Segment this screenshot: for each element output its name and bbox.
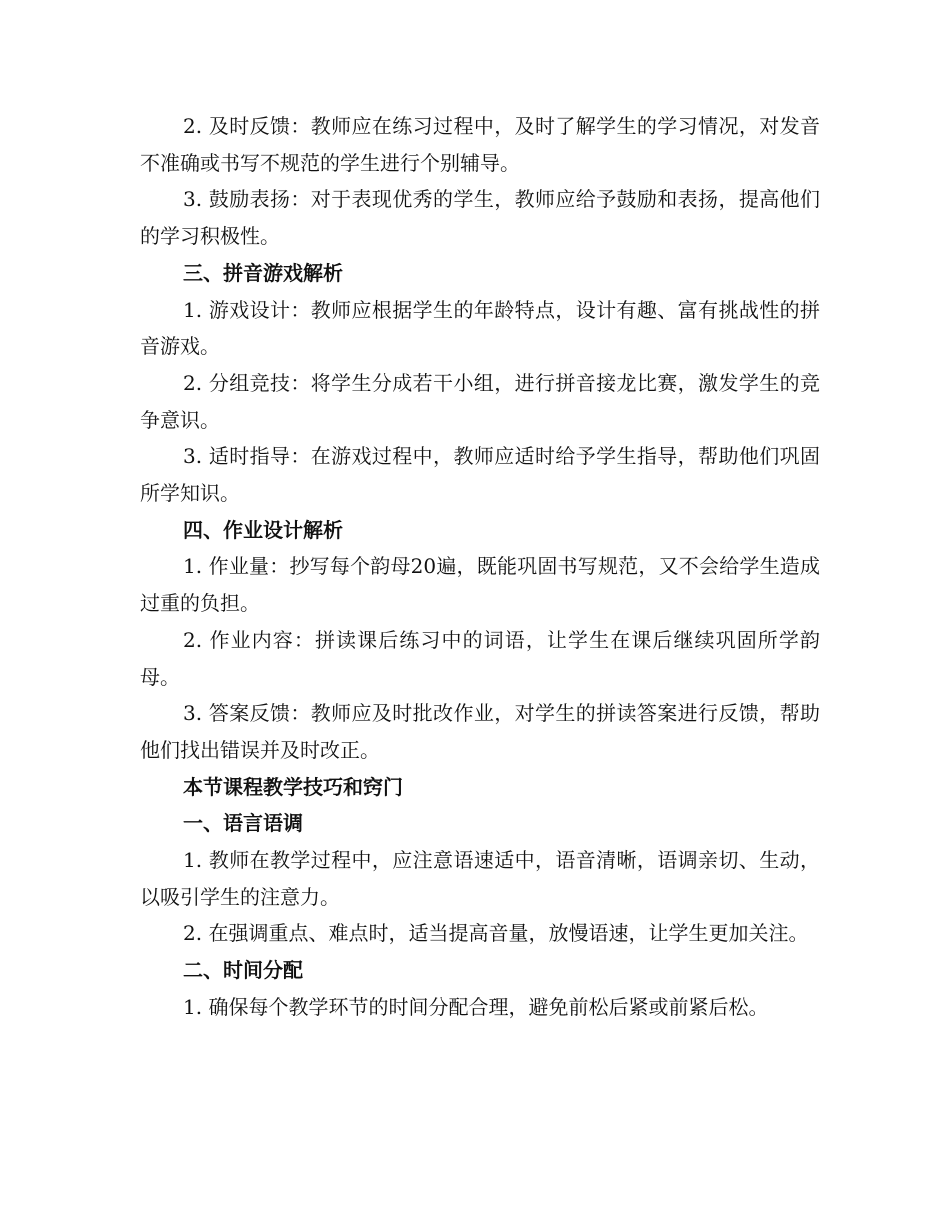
paragraph-homework-amount: 1. 作业量：抄写每个韵母20遍，既能巩固书写规范，又不会给学生造成过重的负担。	[140, 554, 820, 616]
paragraph-homework-content: 2. 作业内容：拼读课后练习中的词语，让学生在课后继续巩固所学韵母。	[140, 627, 820, 689]
section-heading-time-allocation: 二、时间分配	[183, 958, 303, 983]
section-heading-homework: 四、作业设计解析	[183, 517, 343, 542]
paragraph-timely-guidance: 3. 适时指导：在游戏过程中，教师应适时给予学生指导，帮助他们巩固所学知识。	[140, 444, 820, 506]
paragraph-group-competition: 2. 分组竞技：将学生分成若干小组，进行拼音接龙比赛，激发学生的竞争意识。	[140, 370, 820, 432]
paragraph-encouragement: 3. 鼓励表扬：对于表现优秀的学生，教师应给予鼓励和表扬，提高他们的学习积极性。	[140, 187, 820, 249]
paragraph-game-design: 1. 游戏设计：教师应根据学生的年龄特点，设计有趣、富有挑战性的拼音游戏。	[140, 297, 820, 359]
paragraph-time-allocation: 1. 确保每个教学环节的时间分配合理，避免前松后紧或前紧后松。	[183, 994, 769, 1019]
document-body	[140, 108, 820, 1026]
paragraph-emphasis: 2. 在强调重点、难点时，适当提高音量，放慢语速，让学生更加关注。	[183, 921, 809, 946]
section-heading-pinyin-game: 三、拼音游戏解析	[183, 260, 343, 285]
section-heading-teaching-tips: 本节课程教学技巧和窍门	[183, 774, 403, 799]
paragraph-speech-rate: 1. 教师在教学过程中，应注意语速适中，语音清晰，语调亲切、生动，以吸引学生的注意力。	[140, 848, 820, 909]
paragraph-answer-feedback: 3. 答案反馈：教师应及时批改作业，对学生的拼读答案进行反馈，帮助他们找出错误并及时改正。	[140, 701, 820, 762]
section-heading-voice-tone: 一、语言语调	[183, 811, 303, 836]
paragraph-feedback: 2. 及时反馈：教师应在练习过程中，及时了解学生的学习情况，对发音不准确或书写不规范的学生进行个别辅导。	[140, 114, 820, 175]
